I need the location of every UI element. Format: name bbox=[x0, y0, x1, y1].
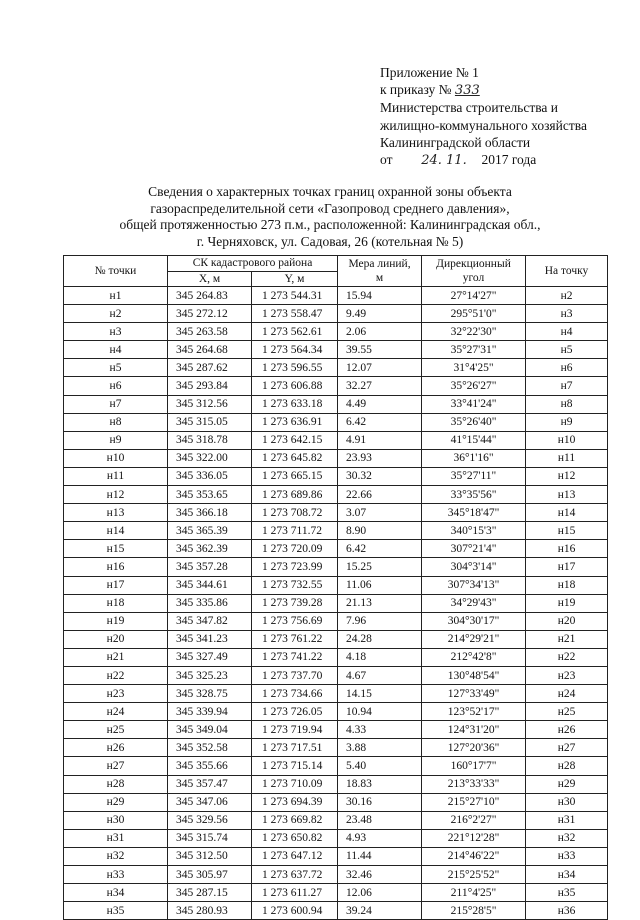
cell-y: 1 273 715.14 bbox=[252, 757, 338, 775]
cell-point: н21 bbox=[64, 648, 168, 666]
appendix-block bbox=[380, 64, 587, 169]
table-row bbox=[64, 721, 608, 739]
cell-x: 345 315.74 bbox=[168, 829, 252, 847]
cell-point: н16 bbox=[64, 558, 168, 576]
cell-to-point: н33 bbox=[526, 847, 608, 865]
cell-x: 345 327.49 bbox=[168, 648, 252, 666]
header-measure bbox=[338, 256, 422, 287]
table-row bbox=[64, 341, 608, 359]
ministry-line-1: Министерства строительства и bbox=[380, 100, 559, 116]
table-row bbox=[64, 395, 608, 413]
cell-point: н34 bbox=[64, 884, 168, 902]
cell-measure: 23.48 bbox=[338, 811, 422, 829]
cell-point: н22 bbox=[64, 666, 168, 684]
cell-y: 1 273 739.28 bbox=[252, 594, 338, 612]
cell-y: 1 273 723.99 bbox=[252, 558, 338, 576]
cell-angle: 33°35'56" bbox=[422, 486, 526, 504]
cell-measure: 32.27 bbox=[338, 377, 422, 395]
cell-angle: 123°52'17" bbox=[422, 703, 526, 721]
cell-point: н5 bbox=[64, 359, 168, 377]
table-row bbox=[64, 287, 608, 305]
table-row bbox=[64, 504, 608, 522]
cell-x: 345 315.05 bbox=[168, 413, 252, 431]
header-direction-line1: Дирекционный bbox=[436, 257, 511, 270]
cell-y: 1 273 717.51 bbox=[252, 739, 338, 757]
cell-x: 345 263.58 bbox=[168, 323, 252, 341]
cell-x: 345 357.47 bbox=[168, 775, 252, 793]
cell-to-point: н17 bbox=[526, 558, 608, 576]
cell-measure: 2.06 bbox=[338, 323, 422, 341]
cell-point: н33 bbox=[64, 866, 168, 884]
cell-measure: 11.06 bbox=[338, 576, 422, 594]
table-row bbox=[64, 811, 608, 829]
date-line bbox=[380, 151, 587, 169]
cell-measure: 24.28 bbox=[338, 630, 422, 648]
cell-angle: 211°4'25" bbox=[422, 884, 526, 902]
cell-angle: 35°26'40" bbox=[422, 413, 526, 431]
cell-point: н19 bbox=[64, 612, 168, 630]
cell-measure: 4.33 bbox=[338, 721, 422, 739]
cell-to-point: н19 bbox=[526, 594, 608, 612]
cell-measure: 4.18 bbox=[338, 648, 422, 666]
date-suffix: 2017 года bbox=[481, 152, 537, 168]
cell-angle: 127°20'36" bbox=[422, 739, 526, 757]
cell-measure: 22.66 bbox=[338, 486, 422, 504]
table-row bbox=[64, 757, 608, 775]
table-row bbox=[64, 558, 608, 576]
cell-angle: 213°33'33" bbox=[422, 775, 526, 793]
cell-to-point: н2 bbox=[526, 287, 608, 305]
cell-angle: 34°29'43" bbox=[422, 594, 526, 612]
table-body bbox=[64, 287, 608, 920]
cell-point: н24 bbox=[64, 703, 168, 721]
cell-to-point: н13 bbox=[526, 486, 608, 504]
cell-to-point: н29 bbox=[526, 775, 608, 793]
ministry-line-2: жилищно-коммунального хозяйства bbox=[380, 117, 587, 133]
cell-angle: 32°22'30" bbox=[422, 323, 526, 341]
cell-measure: 7.96 bbox=[338, 612, 422, 630]
cell-y: 1 273 665.15 bbox=[252, 467, 338, 485]
cell-measure: 9.49 bbox=[338, 305, 422, 323]
cell-angle: 304°3'14" bbox=[422, 558, 526, 576]
cell-measure: 15.25 bbox=[338, 558, 422, 576]
header-measure-line1: Мера линий, bbox=[348, 257, 411, 270]
cell-measure: 12.07 bbox=[338, 359, 422, 377]
cell-angle: 124°31'20" bbox=[422, 721, 526, 739]
cell-x: 345 355.66 bbox=[168, 757, 252, 775]
cell-to-point: н16 bbox=[526, 540, 608, 558]
header-direction-line2: угол bbox=[462, 272, 485, 284]
cell-point: н9 bbox=[64, 431, 168, 449]
cell-point: н30 bbox=[64, 811, 168, 829]
cell-to-point: н30 bbox=[526, 793, 608, 811]
points-table bbox=[63, 255, 608, 920]
cell-angle: 160°17'7" bbox=[422, 757, 526, 775]
cell-point: н10 bbox=[64, 449, 168, 467]
cell-to-point: н22 bbox=[526, 648, 608, 666]
cell-x: 345 341.23 bbox=[168, 630, 252, 648]
cell-y: 1 273 611.27 bbox=[252, 884, 338, 902]
cell-y: 1 273 636.91 bbox=[252, 413, 338, 431]
cell-measure: 5.40 bbox=[338, 757, 422, 775]
cell-y: 1 273 710.09 bbox=[252, 775, 338, 793]
cell-y: 1 273 741.22 bbox=[252, 648, 338, 666]
cell-x: 345 365.39 bbox=[168, 522, 252, 540]
table-row bbox=[64, 793, 608, 811]
cell-angle: 27°14'27" bbox=[422, 287, 526, 305]
table-row bbox=[64, 829, 608, 847]
table-row bbox=[64, 486, 608, 504]
cell-measure: 15.94 bbox=[338, 287, 422, 305]
cell-angle: 212°42'8" bbox=[422, 648, 526, 666]
order-prefix: к приказу № bbox=[380, 82, 452, 98]
cell-point: н18 bbox=[64, 594, 168, 612]
cell-y: 1 273 689.86 bbox=[252, 486, 338, 504]
cell-x: 345 335.86 bbox=[168, 594, 252, 612]
appendix-title: Приложение № 1 bbox=[380, 65, 479, 80]
cell-y: 1 273 726.05 bbox=[252, 703, 338, 721]
cell-measure: 3.88 bbox=[338, 739, 422, 757]
cell-point: н17 bbox=[64, 576, 168, 594]
cell-x: 345 287.62 bbox=[168, 359, 252, 377]
cell-point: н1 bbox=[64, 287, 168, 305]
cell-y: 1 273 637.72 bbox=[252, 866, 338, 884]
header-point: № точки bbox=[64, 256, 168, 287]
cell-y: 1 273 756.69 bbox=[252, 612, 338, 630]
cell-angle: 214°29'21" bbox=[422, 630, 526, 648]
cell-x: 345 322.00 bbox=[168, 449, 252, 467]
table-row bbox=[64, 866, 608, 884]
cell-to-point: н24 bbox=[526, 685, 608, 703]
table-row bbox=[64, 884, 608, 902]
cell-point: н32 bbox=[64, 847, 168, 865]
cell-to-point: н4 bbox=[526, 323, 608, 341]
cell-x: 345 344.61 bbox=[168, 576, 252, 594]
cell-y: 1 273 642.15 bbox=[252, 431, 338, 449]
cell-angle: 345°18'47" bbox=[422, 504, 526, 522]
cell-point: н4 bbox=[64, 341, 168, 359]
heading-line-1: Сведения о характерных точках границ охранной зоны объекта bbox=[148, 184, 512, 199]
cell-measure: 10.94 bbox=[338, 703, 422, 721]
date-prefix: от bbox=[380, 152, 393, 168]
table-row bbox=[64, 413, 608, 431]
cell-to-point: н10 bbox=[526, 431, 608, 449]
cell-measure: 32.46 bbox=[338, 866, 422, 884]
cell-x: 345 352.58 bbox=[168, 739, 252, 757]
order-number-handwritten: 333 bbox=[454, 83, 480, 99]
table-row bbox=[64, 377, 608, 395]
cell-to-point: н7 bbox=[526, 377, 608, 395]
cell-point: н27 bbox=[64, 757, 168, 775]
cell-measure: 14.15 bbox=[338, 685, 422, 703]
table-row bbox=[64, 666, 608, 684]
cell-x: 345 357.28 bbox=[168, 558, 252, 576]
cell-to-point: н34 bbox=[526, 866, 608, 884]
cell-y: 1 273 558.47 bbox=[252, 305, 338, 323]
cell-y: 1 273 732.55 bbox=[252, 576, 338, 594]
cell-y: 1 273 606.88 bbox=[252, 377, 338, 395]
cell-x: 345 336.05 bbox=[168, 467, 252, 485]
cell-point: н20 bbox=[64, 630, 168, 648]
table-row bbox=[64, 739, 608, 757]
table-header bbox=[64, 256, 608, 287]
cell-to-point: н11 bbox=[526, 449, 608, 467]
cell-angle: 215°28'5" bbox=[422, 902, 526, 920]
cell-measure: 4.91 bbox=[338, 431, 422, 449]
cell-y: 1 273 645.82 bbox=[252, 449, 338, 467]
table-row bbox=[64, 522, 608, 540]
cell-point: н28 bbox=[64, 775, 168, 793]
cell-angle: 295°51'0" bbox=[422, 305, 526, 323]
cell-x: 345 272.12 bbox=[168, 305, 252, 323]
cell-x: 345 318.78 bbox=[168, 431, 252, 449]
table-row bbox=[64, 359, 608, 377]
cell-to-point: н35 bbox=[526, 884, 608, 902]
cell-angle: 214°46'22" bbox=[422, 847, 526, 865]
cell-y: 1 273 564.34 bbox=[252, 341, 338, 359]
cell-x: 345 328.75 bbox=[168, 685, 252, 703]
cell-to-point: н23 bbox=[526, 666, 608, 684]
cell-point: н15 bbox=[64, 540, 168, 558]
cell-x: 345 305.97 bbox=[168, 866, 252, 884]
table-row bbox=[64, 630, 608, 648]
cell-to-point: н31 bbox=[526, 811, 608, 829]
cell-to-point: н20 bbox=[526, 612, 608, 630]
cell-to-point: н9 bbox=[526, 413, 608, 431]
cell-to-point: н8 bbox=[526, 395, 608, 413]
heading-line-4: г. Черняховск, ул. Садовая, 26 (котельная № 5) bbox=[196, 233, 464, 249]
cell-y: 1 273 600.94 bbox=[252, 902, 338, 920]
order-line bbox=[380, 81, 587, 99]
cell-y: 1 273 562.61 bbox=[252, 323, 338, 341]
cell-point: н3 bbox=[64, 323, 168, 341]
cell-x: 345 353.65 bbox=[168, 486, 252, 504]
table-row bbox=[64, 540, 608, 558]
cell-y: 1 273 544.31 bbox=[252, 287, 338, 305]
cell-angle: 35°27'11" bbox=[422, 467, 526, 485]
cell-y: 1 273 708.72 bbox=[252, 504, 338, 522]
cell-point: н8 bbox=[64, 413, 168, 431]
cell-angle: 127°33'49" bbox=[422, 685, 526, 703]
cell-y: 1 273 737.70 bbox=[252, 666, 338, 684]
cell-angle: 340°15'3" bbox=[422, 522, 526, 540]
cell-measure: 30.16 bbox=[338, 793, 422, 811]
cell-angle: 41°15'44" bbox=[422, 431, 526, 449]
cell-measure: 12.06 bbox=[338, 884, 422, 902]
table-row bbox=[64, 612, 608, 630]
header-measure-line2: м bbox=[375, 272, 384, 284]
cell-measure: 39.24 bbox=[338, 902, 422, 920]
table-row bbox=[64, 431, 608, 449]
table-row bbox=[64, 703, 608, 721]
cell-measure: 3.07 bbox=[338, 504, 422, 522]
cell-x: 345 287.15 bbox=[168, 884, 252, 902]
cell-to-point: н27 bbox=[526, 739, 608, 757]
cell-angle: 33°41'24" bbox=[422, 395, 526, 413]
header-x: X, м bbox=[168, 271, 252, 287]
cell-point: н35 bbox=[64, 902, 168, 920]
cell-to-point: н36 bbox=[526, 902, 608, 920]
table-row bbox=[64, 902, 608, 920]
table-row bbox=[64, 594, 608, 612]
cell-angle: 216°2'27" bbox=[422, 811, 526, 829]
cell-point: н25 bbox=[64, 721, 168, 739]
table-row bbox=[64, 467, 608, 485]
cell-to-point: н25 bbox=[526, 703, 608, 721]
cell-to-point: н6 bbox=[526, 359, 608, 377]
cell-measure: 11.44 bbox=[338, 847, 422, 865]
cell-angle: 304°30'17" bbox=[422, 612, 526, 630]
cell-angle: 35°26'27" bbox=[422, 377, 526, 395]
cell-to-point: н14 bbox=[526, 504, 608, 522]
cell-angle: 215°27'10" bbox=[422, 793, 526, 811]
cell-to-point: н15 bbox=[526, 522, 608, 540]
cell-x: 345 293.84 bbox=[168, 377, 252, 395]
cell-measure: 23.93 bbox=[338, 449, 422, 467]
table-row bbox=[64, 449, 608, 467]
table-row bbox=[64, 847, 608, 865]
cell-to-point: н3 bbox=[526, 305, 608, 323]
cell-measure: 8.90 bbox=[338, 522, 422, 540]
cell-y: 1 273 650.82 bbox=[252, 829, 338, 847]
cell-y: 1 273 720.09 bbox=[252, 540, 338, 558]
header-sk: СК кадастрового района bbox=[168, 256, 338, 272]
cell-angle: 130°48'54" bbox=[422, 666, 526, 684]
region-line: Калининградской области bbox=[380, 134, 531, 150]
heading-line-2: газораспределительной сети «Газопровод среднего давления», bbox=[150, 200, 510, 216]
table-row bbox=[64, 775, 608, 793]
cell-x: 345 366.18 bbox=[168, 504, 252, 522]
cell-x: 345 349.04 bbox=[168, 721, 252, 739]
header-direction bbox=[422, 256, 526, 287]
cell-y: 1 273 761.22 bbox=[252, 630, 338, 648]
table-row bbox=[64, 648, 608, 666]
cell-x: 345 312.56 bbox=[168, 395, 252, 413]
cell-angle: 31°4'25" bbox=[422, 359, 526, 377]
cell-to-point: н21 bbox=[526, 630, 608, 648]
cell-measure: 4.49 bbox=[338, 395, 422, 413]
header-y: Y, м bbox=[252, 271, 338, 287]
cell-y: 1 273 719.94 bbox=[252, 721, 338, 739]
cell-x: 345 347.06 bbox=[168, 793, 252, 811]
cell-y: 1 273 596.55 bbox=[252, 359, 338, 377]
cell-point: н6 bbox=[64, 377, 168, 395]
cell-measure: 4.67 bbox=[338, 666, 422, 684]
cell-to-point: н28 bbox=[526, 757, 608, 775]
cell-angle: 35°27'31" bbox=[422, 341, 526, 359]
cell-angle: 307°21'4" bbox=[422, 540, 526, 558]
cell-to-point: н12 bbox=[526, 467, 608, 485]
cell-point: н29 bbox=[64, 793, 168, 811]
cell-angle: 307°34'13" bbox=[422, 576, 526, 594]
cell-measure: 21.13 bbox=[338, 594, 422, 612]
cell-y: 1 273 711.72 bbox=[252, 522, 338, 540]
cell-to-point: н32 bbox=[526, 829, 608, 847]
cell-measure: 4.93 bbox=[338, 829, 422, 847]
cell-measure: 30.32 bbox=[338, 467, 422, 485]
document-heading bbox=[60, 184, 600, 250]
cell-angle: 215°25'52" bbox=[422, 866, 526, 884]
cell-x: 345 264.83 bbox=[168, 287, 252, 305]
header-to-point: На точку bbox=[526, 256, 608, 287]
cell-point: н7 bbox=[64, 395, 168, 413]
cell-point: н26 bbox=[64, 739, 168, 757]
cell-measure: 18.83 bbox=[338, 775, 422, 793]
cell-x: 345 362.39 bbox=[168, 540, 252, 558]
cell-x: 345 339.94 bbox=[168, 703, 252, 721]
cell-point: н23 bbox=[64, 685, 168, 703]
heading-line-3: общей протяженностью 273 п.м., расположенной: Калининградская обл., bbox=[119, 217, 541, 233]
cell-y: 1 273 633.18 bbox=[252, 395, 338, 413]
cell-to-point: н18 bbox=[526, 576, 608, 594]
cell-point: н31 bbox=[64, 829, 168, 847]
table-row bbox=[64, 685, 608, 703]
cell-y: 1 273 694.39 bbox=[252, 793, 338, 811]
cell-point: н14 bbox=[64, 522, 168, 540]
cell-x: 345 312.50 bbox=[168, 847, 252, 865]
cell-to-point: н26 bbox=[526, 721, 608, 739]
cell-y: 1 273 669.82 bbox=[252, 811, 338, 829]
cell-point: н11 bbox=[64, 467, 168, 485]
cell-y: 1 273 647.12 bbox=[252, 847, 338, 865]
cell-measure: 6.42 bbox=[338, 413, 422, 431]
cell-point: н12 bbox=[64, 486, 168, 504]
cell-angle: 36°1'16" bbox=[422, 449, 526, 467]
date-handwritten: 24. 11. bbox=[421, 153, 467, 169]
cell-measure: 39.55 bbox=[338, 341, 422, 359]
cell-point: н2 bbox=[64, 305, 168, 323]
cell-x: 345 325.23 bbox=[168, 666, 252, 684]
table-row bbox=[64, 323, 608, 341]
cell-y: 1 273 734.66 bbox=[252, 685, 338, 703]
cell-x: 345 264.68 bbox=[168, 341, 252, 359]
table-row bbox=[64, 305, 608, 323]
cell-x: 345 280.93 bbox=[168, 902, 252, 920]
table-row bbox=[64, 576, 608, 594]
cell-point: н13 bbox=[64, 504, 168, 522]
cell-angle: 221°12'28" bbox=[422, 829, 526, 847]
cell-x: 345 347.82 bbox=[168, 612, 252, 630]
cell-to-point: н5 bbox=[526, 341, 608, 359]
cell-measure: 6.42 bbox=[338, 540, 422, 558]
cell-x: 345 329.56 bbox=[168, 811, 252, 829]
